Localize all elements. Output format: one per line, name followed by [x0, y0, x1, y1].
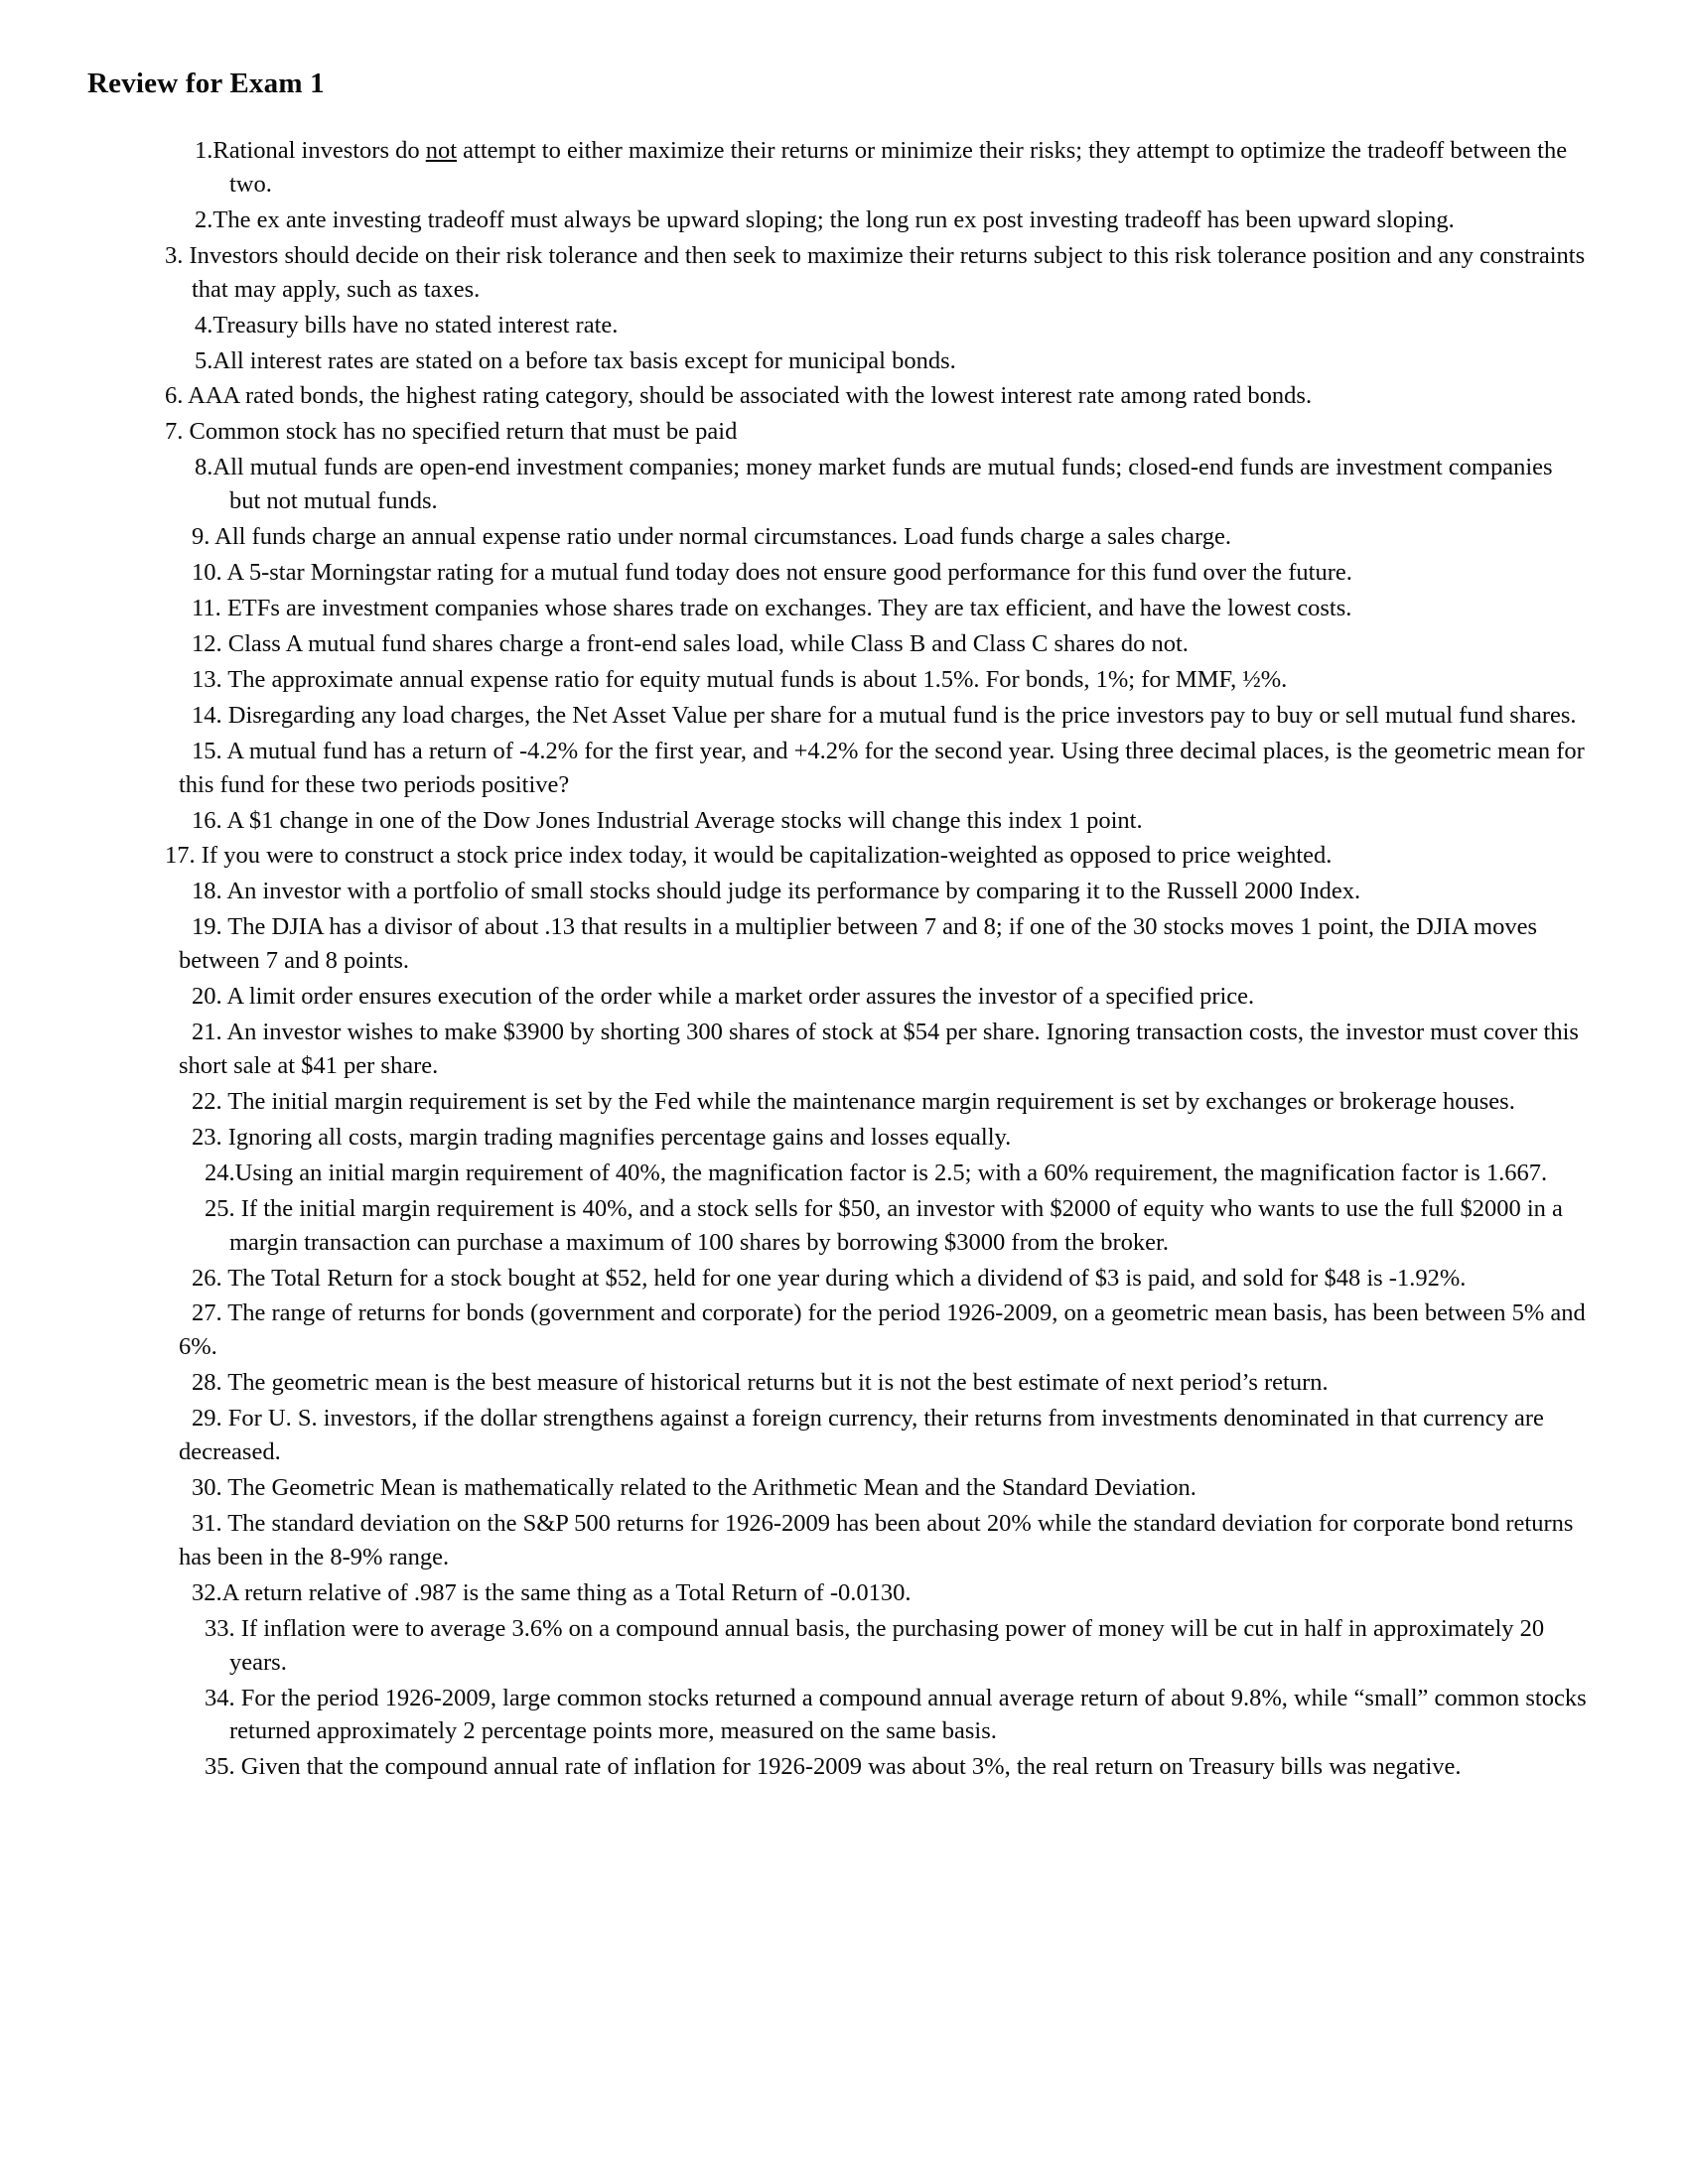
list-item-number: 1.: [195, 137, 213, 164]
list-item-text: Using an initial margin requirement of 40%, the magnification factor is 2.5; with a 60% requirement, the magnification factor is 1.667.: [234, 1159, 1548, 1186]
list-item-text: The Geometric Mean is mathematically related to the Arithmetic Mean and the Standard Deviation.: [221, 1474, 1196, 1502]
list-item-text: The Total Return for a stock bought at $52, held for one year during which a dividend of $3 is paid, and sold for $48 is -1.92%.: [221, 1264, 1467, 1292]
list-item-number: 30.: [192, 1474, 222, 1502]
list-item-text: An investor with a portfolio of small stocks should judge its performance by comparing it to the Russell 2000 Index.: [221, 878, 1361, 905]
list-item-text: Rational investors do: [212, 137, 426, 164]
list-item-emphasis: not: [425, 137, 458, 164]
list-item-text: The initial margin requirement is set by the Fed while the maintenance margin requirement is set by exchanges or brokerage houses.: [221, 1087, 1515, 1115]
list-item-number: 34.: [205, 1684, 235, 1711]
list-item: [87, 1507, 1589, 1574]
list-item: [87, 910, 1589, 978]
list-item: [87, 1262, 1589, 1296]
list-item-number: 22.: [192, 1087, 222, 1115]
list-item-text: For the period 1926-2009, large common stocks returned a compound annual average return of about 9.8%, while “small” common stocks returned approximately 2 percentage points more, measured on the same basis.: [229, 1684, 1587, 1745]
list-item-text: If you were to construct a stock price index today, it would be capitalization-weighted as opposed to price weighted.: [195, 842, 1333, 870]
list-item-number: 2.: [195, 205, 213, 233]
list-item-number: 5.: [195, 346, 213, 374]
list-item: [87, 1750, 1589, 1784]
list-item-number: 17.: [165, 842, 196, 870]
list-item: [87, 556, 1589, 590]
list-item-text: Given that the compound annual rate of inflation for 1926-2009 was about 3%, the real return on Treasury bills was negative.: [234, 1753, 1462, 1781]
list-item-text: AAA rated bonds, the highest rating category, should be associated with the lowest interest rate among rated bonds.: [183, 382, 1313, 410]
list-item-text: Class A mutual fund shares charge a front-end sales load, while Class B and Class C shares do not.: [221, 629, 1189, 657]
list-item-number: 16.: [192, 806, 222, 834]
list-item: [87, 344, 1589, 378]
list-item: [87, 980, 1589, 1014]
list-item-number: 14.: [192, 701, 222, 729]
list-item: [87, 451, 1589, 518]
list-item-text: A limit order ensures execution of the order while a market order assures the investor of a specified price.: [221, 983, 1255, 1011]
list-item-text: The approximate annual expense ratio for equity mutual funds is about 1.5%. For bonds, 1%; for MMF, ½%.: [221, 665, 1288, 693]
list-item-text: A 5-star Morningstar rating for a mutual fund today does not ensure good performance for this fund over the future.: [221, 559, 1352, 587]
list-item: [87, 379, 1589, 413]
list-item: [87, 592, 1589, 625]
list-item-text: If inflation were to average 3.6% on a compound annual basis, the purchasing power of money will be cut in half in approximately 20 years.: [229, 1614, 1545, 1676]
list-item: [87, 1471, 1589, 1505]
list-item: [87, 1085, 1589, 1119]
list-item-number: 6.: [165, 382, 184, 410]
list-item-number: 13.: [192, 665, 222, 693]
list-item-number: 11.: [192, 594, 221, 621]
list-item-number: 20.: [192, 983, 222, 1011]
list-item-text: Common stock has no specified return that must be paid: [183, 418, 738, 446]
list-item: [87, 1682, 1589, 1749]
list-item: [87, 1157, 1589, 1190]
list-item-number: 33.: [205, 1614, 235, 1642]
list-item-text: Investors should decide on their risk tolerance and then seek to maximize their returns subject to this risk tolerance position and any constraints that may apply, such as taxes.: [183, 241, 1586, 303]
list-item-number: 26.: [192, 1264, 222, 1292]
list-item-number: 28.: [192, 1369, 222, 1397]
list-item: [87, 875, 1589, 908]
list-item-number: 32.: [192, 1578, 222, 1606]
list-item-text: Disregarding any load charges, the Net Asset Value per share for a mutual fund is the price investors pay to buy or sell mutual fund shares.: [221, 701, 1577, 729]
list-item-number: 35.: [205, 1753, 235, 1781]
list-item: [87, 1366, 1589, 1400]
list-item-text: attempt to either maximize their returns or minimize their risks; they attempt to optimize the tradeoff between the two.: [229, 137, 1568, 198]
list-item-text: All mutual funds are open-end investment companies; money market funds are mutual funds; closed-end funds are investment companies but not mutual funds.: [212, 454, 1553, 515]
list-item-text: Ignoring all costs, margin trading magnifies percentage gains and losses equally.: [221, 1123, 1012, 1151]
list-item-number: 18.: [192, 878, 222, 905]
list-item: [87, 1121, 1589, 1155]
list-item: [87, 735, 1589, 802]
list-item: [87, 699, 1589, 733]
list-item-number: 23.: [192, 1123, 222, 1151]
list-item-number: 7.: [165, 418, 184, 446]
list-item-text: For U. S. investors, if the dollar strengthens against a foreign currency, their returns from investments denominated in that currency are decreased.: [179, 1405, 1544, 1466]
list-item-text: All funds charge an annual expense ratio under normal circumstances. Load funds charge a sales charge.: [210, 523, 1232, 551]
list-item-text: The standard deviation on the S&P 500 returns for 1926-2009 has been about 20% while the standard deviation for corporate bond returns has been in the 8-9% range.: [179, 1509, 1574, 1570]
list-item: [87, 804, 1589, 838]
list-item-text: ETFs are investment companies whose shares trade on exchanges. They are tax efficient, and have the lowest costs.: [220, 594, 1352, 621]
list-item-text: An investor wishes to make $3900 by shorting 300 shares of stock at $54 per share. Ignoring transaction costs, the investor must cover this short sale at $41 per share.: [179, 1019, 1579, 1079]
list-item-number: 27.: [192, 1299, 222, 1327]
list-item-number: 3.: [165, 241, 184, 269]
list-item: [87, 309, 1589, 342]
list-item-text: If the initial margin requirement is 40%, and a stock sells for $50, an investor with $2000 of equity who wants to use the full $2000 in a margin transaction can purchase a maximum of 100 shares by borrowing $3000 from the broker.: [229, 1194, 1563, 1256]
list-item-text: The geometric mean is the best measure of historical returns but it is not the best estimate of next period’s return.: [221, 1369, 1329, 1397]
list-item-number: 31.: [192, 1509, 222, 1537]
list-item-text: A $1 change in one of the Dow Jones Industrial Average stocks will change this index 1 point.: [221, 806, 1143, 834]
review-question-list: [87, 134, 1589, 1784]
list-item: [87, 134, 1589, 202]
list-item-number: 24.: [205, 1159, 235, 1186]
list-item-number: 15.: [192, 737, 222, 764]
list-item: [87, 1612, 1589, 1680]
list-item-text: The range of returns for bonds (government and corporate) for the period 1926-2009, on a geometric mean basis, has been between 5% and 6%.: [179, 1299, 1586, 1361]
list-item: [87, 520, 1589, 554]
list-item: [87, 1576, 1589, 1610]
list-item: [87, 627, 1589, 661]
list-item-number: 8.: [195, 454, 213, 481]
list-item-number: 9.: [192, 523, 211, 551]
list-item-number: 25.: [205, 1194, 235, 1222]
list-item-number: 4.: [195, 311, 213, 339]
list-item: [87, 839, 1589, 873]
list-item: [87, 415, 1589, 449]
list-item-number: 19.: [192, 913, 222, 941]
list-item-text: Treasury bills have no stated interest rate.: [212, 311, 619, 339]
list-item-number: 12.: [192, 629, 222, 657]
list-item-text: A return relative of .987 is the same thing as a Total Return of -0.0130.: [221, 1578, 912, 1606]
list-item: [87, 1192, 1589, 1260]
list-item: [87, 1297, 1589, 1364]
list-item-text: All interest rates are stated on a before tax basis except for municipal bonds.: [212, 346, 956, 374]
list-item: [87, 1016, 1589, 1083]
list-item-number: 29.: [192, 1405, 222, 1433]
page-title: Review for Exam 1: [87, 68, 325, 99]
list-item-number: 21.: [192, 1019, 222, 1046]
list-item: [87, 239, 1589, 307]
list-item-number: 10.: [192, 559, 222, 587]
list-item-text: A mutual fund has a return of -4.2% for the first year, and +4.2% for the second year. Using three decimal places, is the geometric mean for this fund for these two periods positive?: [179, 737, 1585, 798]
list-item-text: The ex ante investing tradeoff must always be upward sloping; the long run ex post investing tradeoff has been upward sloping.: [212, 205, 1455, 233]
list-item-text: The DJIA has a divisor of about .13 that results in a multiplier between 7 and 8; if one of the 30 stocks moves 1 point, the DJIA moves between 7 and 8 points.: [179, 913, 1538, 975]
list-item: [87, 1402, 1589, 1469]
list-item: [87, 663, 1589, 697]
list-item: [87, 204, 1589, 237]
